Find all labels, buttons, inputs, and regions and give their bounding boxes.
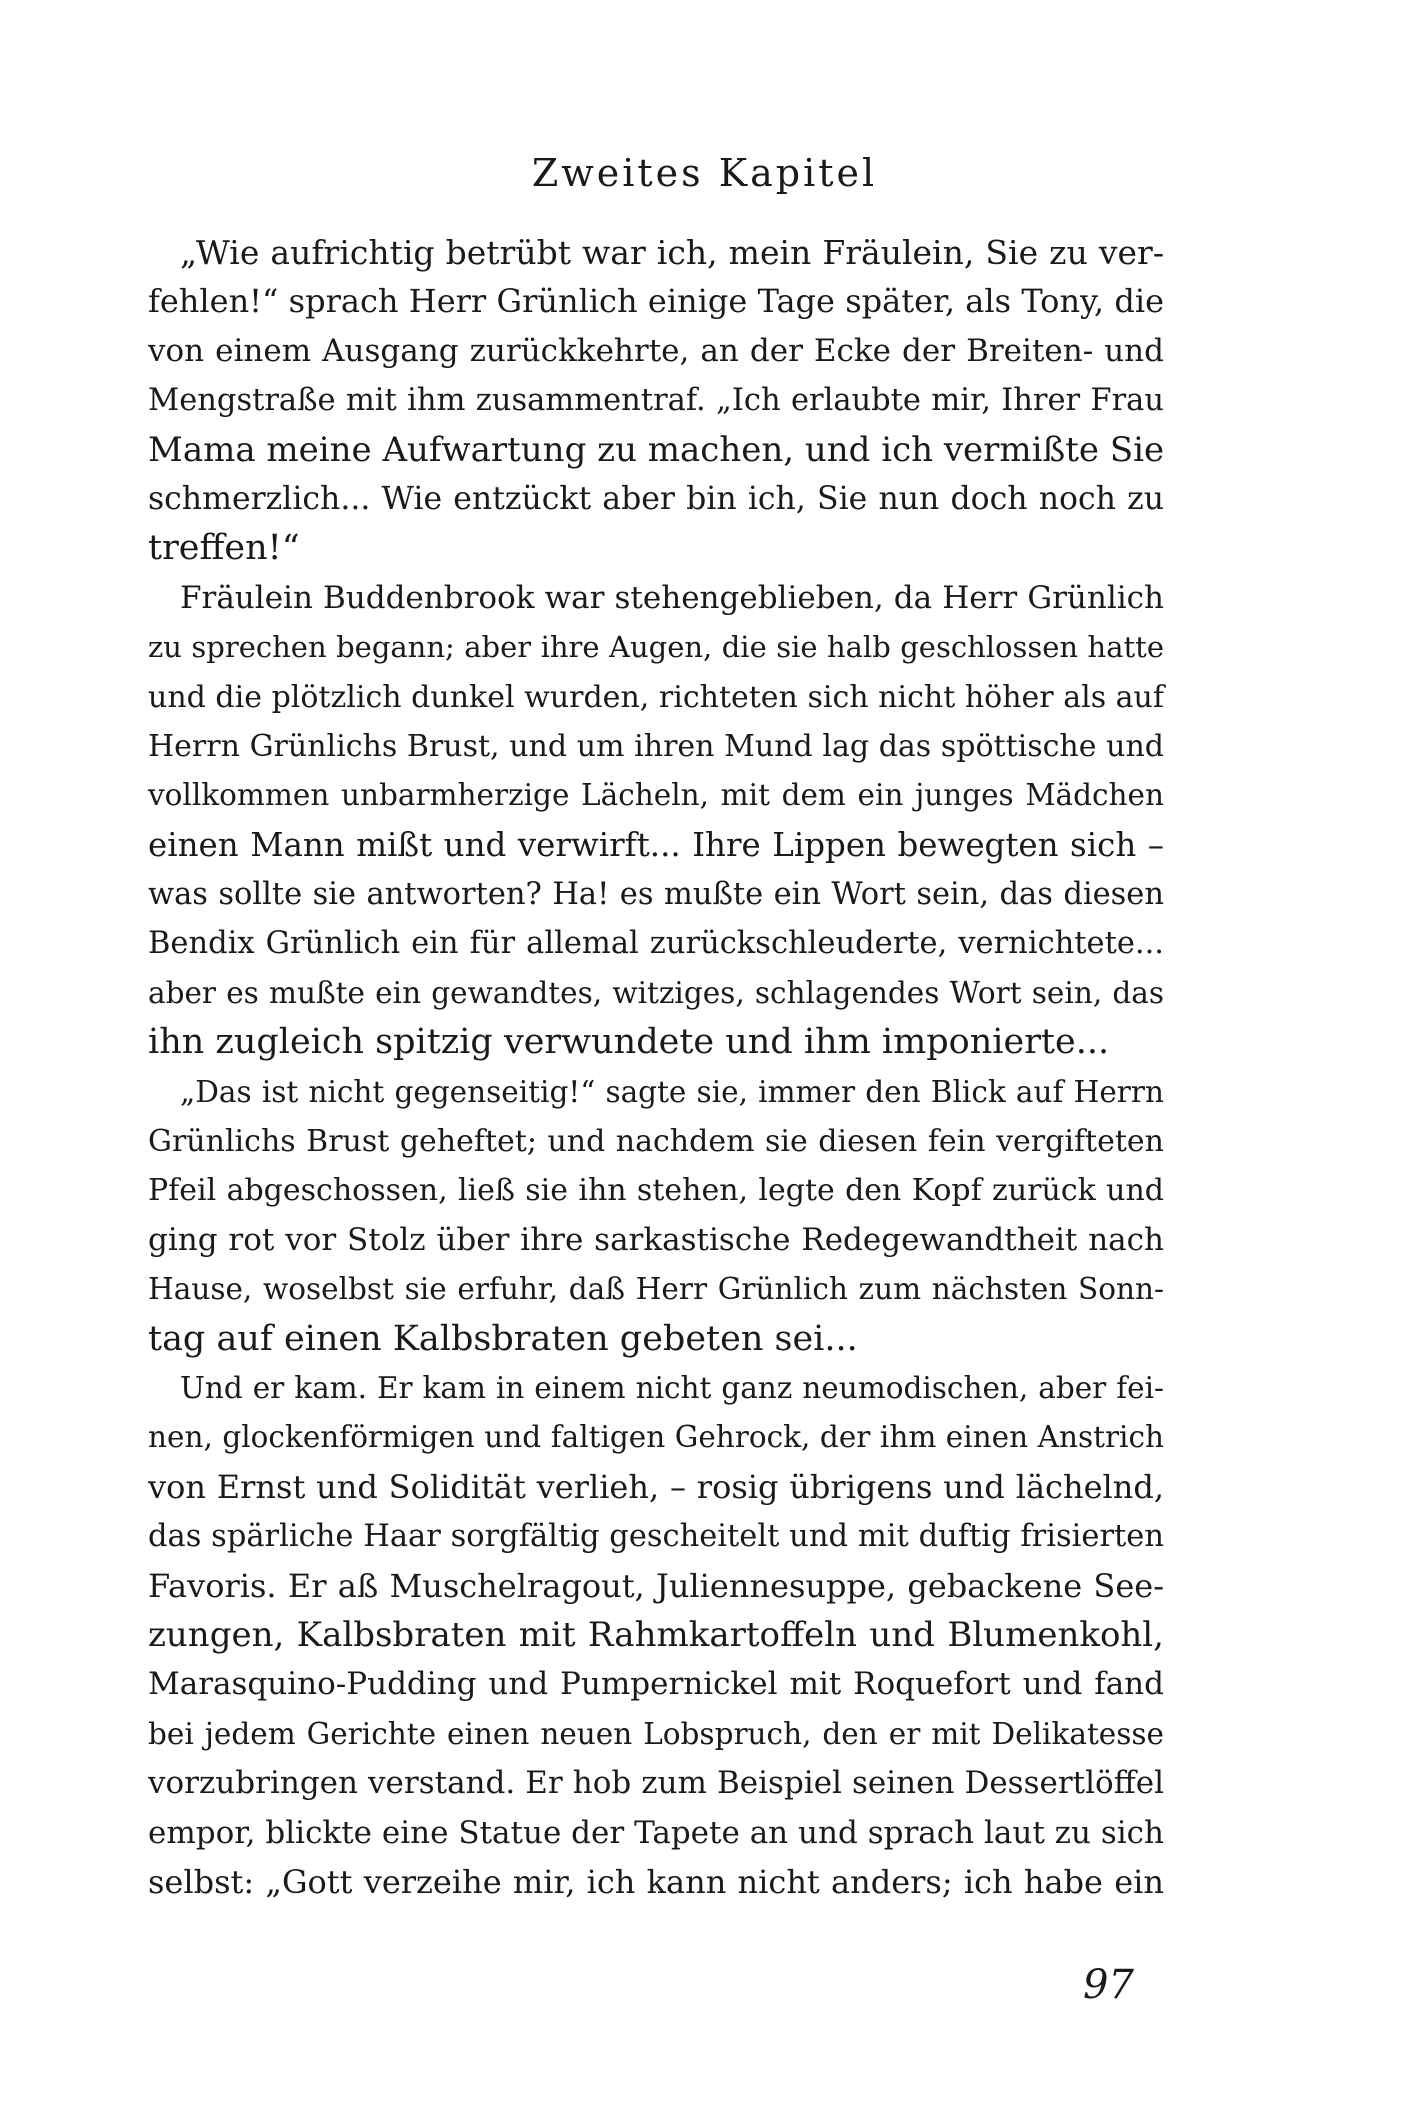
text-line: nen, glockenförmigen und faltigen Gehrock, der ihm einen Anstrich <box>148 1420 1164 1455</box>
body-text <box>148 228 1164 1907</box>
text-line: ihn zugleich spitzig verwundete und ihm imponierte... <box>148 1022 1110 1063</box>
text-line: zungen, Kalbsbraten mit Rahmkartoffeln und Blumenkohl, <box>148 1614 1164 1655</box>
text-line: aber es mußte ein gewandtes, witziges, schlagendes Wort sein, das <box>148 975 1164 1010</box>
text-line: und die plötzlich dunkel wurden, richteten sich nicht höher als auf <box>148 679 1164 715</box>
text-line: Und er kam. Er kam in einem nicht ganz neumodischen, aber fei- <box>180 1370 1164 1405</box>
text-line: vollkommen unbarmherzige Lächeln, mit dem ein junges Mädchen <box>148 778 1164 813</box>
text-line: tag auf einen Kalbsbraten gebeten sei... <box>148 1318 858 1359</box>
text-line: einen Mann mißt und verwirft... Ihre Lippen bewegten sich – <box>148 825 1164 864</box>
text-line: Grünlichs Brust geheftet; und nachdem sie diesen fein vergifteten <box>148 1124 1164 1160</box>
text-line: ging rot vor Stolz über ihre sarkastische Redegewandtheit nach <box>148 1221 1164 1258</box>
text-line: Marasquino-Pudding und Pumpernickel mit Roquefort und fand <box>148 1666 1164 1703</box>
text-line: von Ernst und Solidität verlieh, – rosig übrigens und lächelnd, <box>148 1467 1164 1506</box>
text-line: Favoris. Er aß Muschelragout, Juliennesuppe, gebackene See- <box>148 1566 1164 1605</box>
text-line: Bendix Grünlich ein für allemal zurückschleuderte, vernichtete... <box>148 926 1164 962</box>
text-line: Mama meine Aufwartung zu machen, und ich vermißte Sie <box>148 429 1165 470</box>
text-line: was sollte sie antworten? Ha! es mußte ein Wort sein, das diesen <box>148 877 1164 913</box>
text-line: „Wie aufrichtig betrübt war ich, mein Fräulein, Sie zu ver- <box>180 233 1164 272</box>
text-line: schmerzlich... Wie entzückt aber bin ich, Sie nun doch noch zu <box>148 480 1164 517</box>
text-line: Pfeil abgeschossen, ließ sie ihn stehen, legte den Kopf zurück und <box>148 1173 1164 1209</box>
text-line: bei jedem Gerichte einen neuen Lobspruch, den er mit Delikatesse <box>148 1716 1164 1751</box>
text-line: empor, blickte eine Statue der Tapete an und sprach laut zu sich <box>148 1814 1164 1851</box>
text-line: Fräulein Buddenbrook war stehengeblieben, da Herr Grünlich <box>180 579 1164 616</box>
page-number: 97 <box>1083 1962 1134 2008</box>
text-line: fehlen!“ sprach Herr Grünlich einige Tage später, als Tony, die <box>148 282 1164 321</box>
text-line: Mengstraße mit ihm zusammentraf. „Ich erlaubte mir, Ihrer Frau <box>148 383 1164 419</box>
text-line: selbst: „Gott verzeihe mir, ich kann nicht anders; ich habe ein <box>148 1862 1164 1901</box>
text-line: „Das ist nicht gegenseitig!“ sagte sie, immer den Blick auf Herrn <box>180 1074 1164 1109</box>
running-head: Zweites Kapitel <box>531 151 878 195</box>
text-line: zu sprechen begann; aber ihre Augen, die sie halb geschlossen hatte <box>148 630 1164 665</box>
text-line: das spärliche Haar sorgfältig gescheitelt und mit duftig frisierten <box>148 1519 1164 1555</box>
text-line: Herrn Grünlichs Brust, und um ihren Mund lag das spöttische und <box>148 728 1164 764</box>
text-line: von einem Ausgang zurückkehrte, an der Ecke der Breiten- und <box>148 332 1164 369</box>
text-line: Hause, woselbst sie erfuhr, daß Herr Grünlich zum nächsten Sonn- <box>148 1272 1164 1307</box>
text-line: treffen!“ <box>148 528 300 569</box>
text-line: vorzubringen verstand. Er hob zum Beispiel seinen Dessertlöffel <box>148 1765 1164 1802</box>
